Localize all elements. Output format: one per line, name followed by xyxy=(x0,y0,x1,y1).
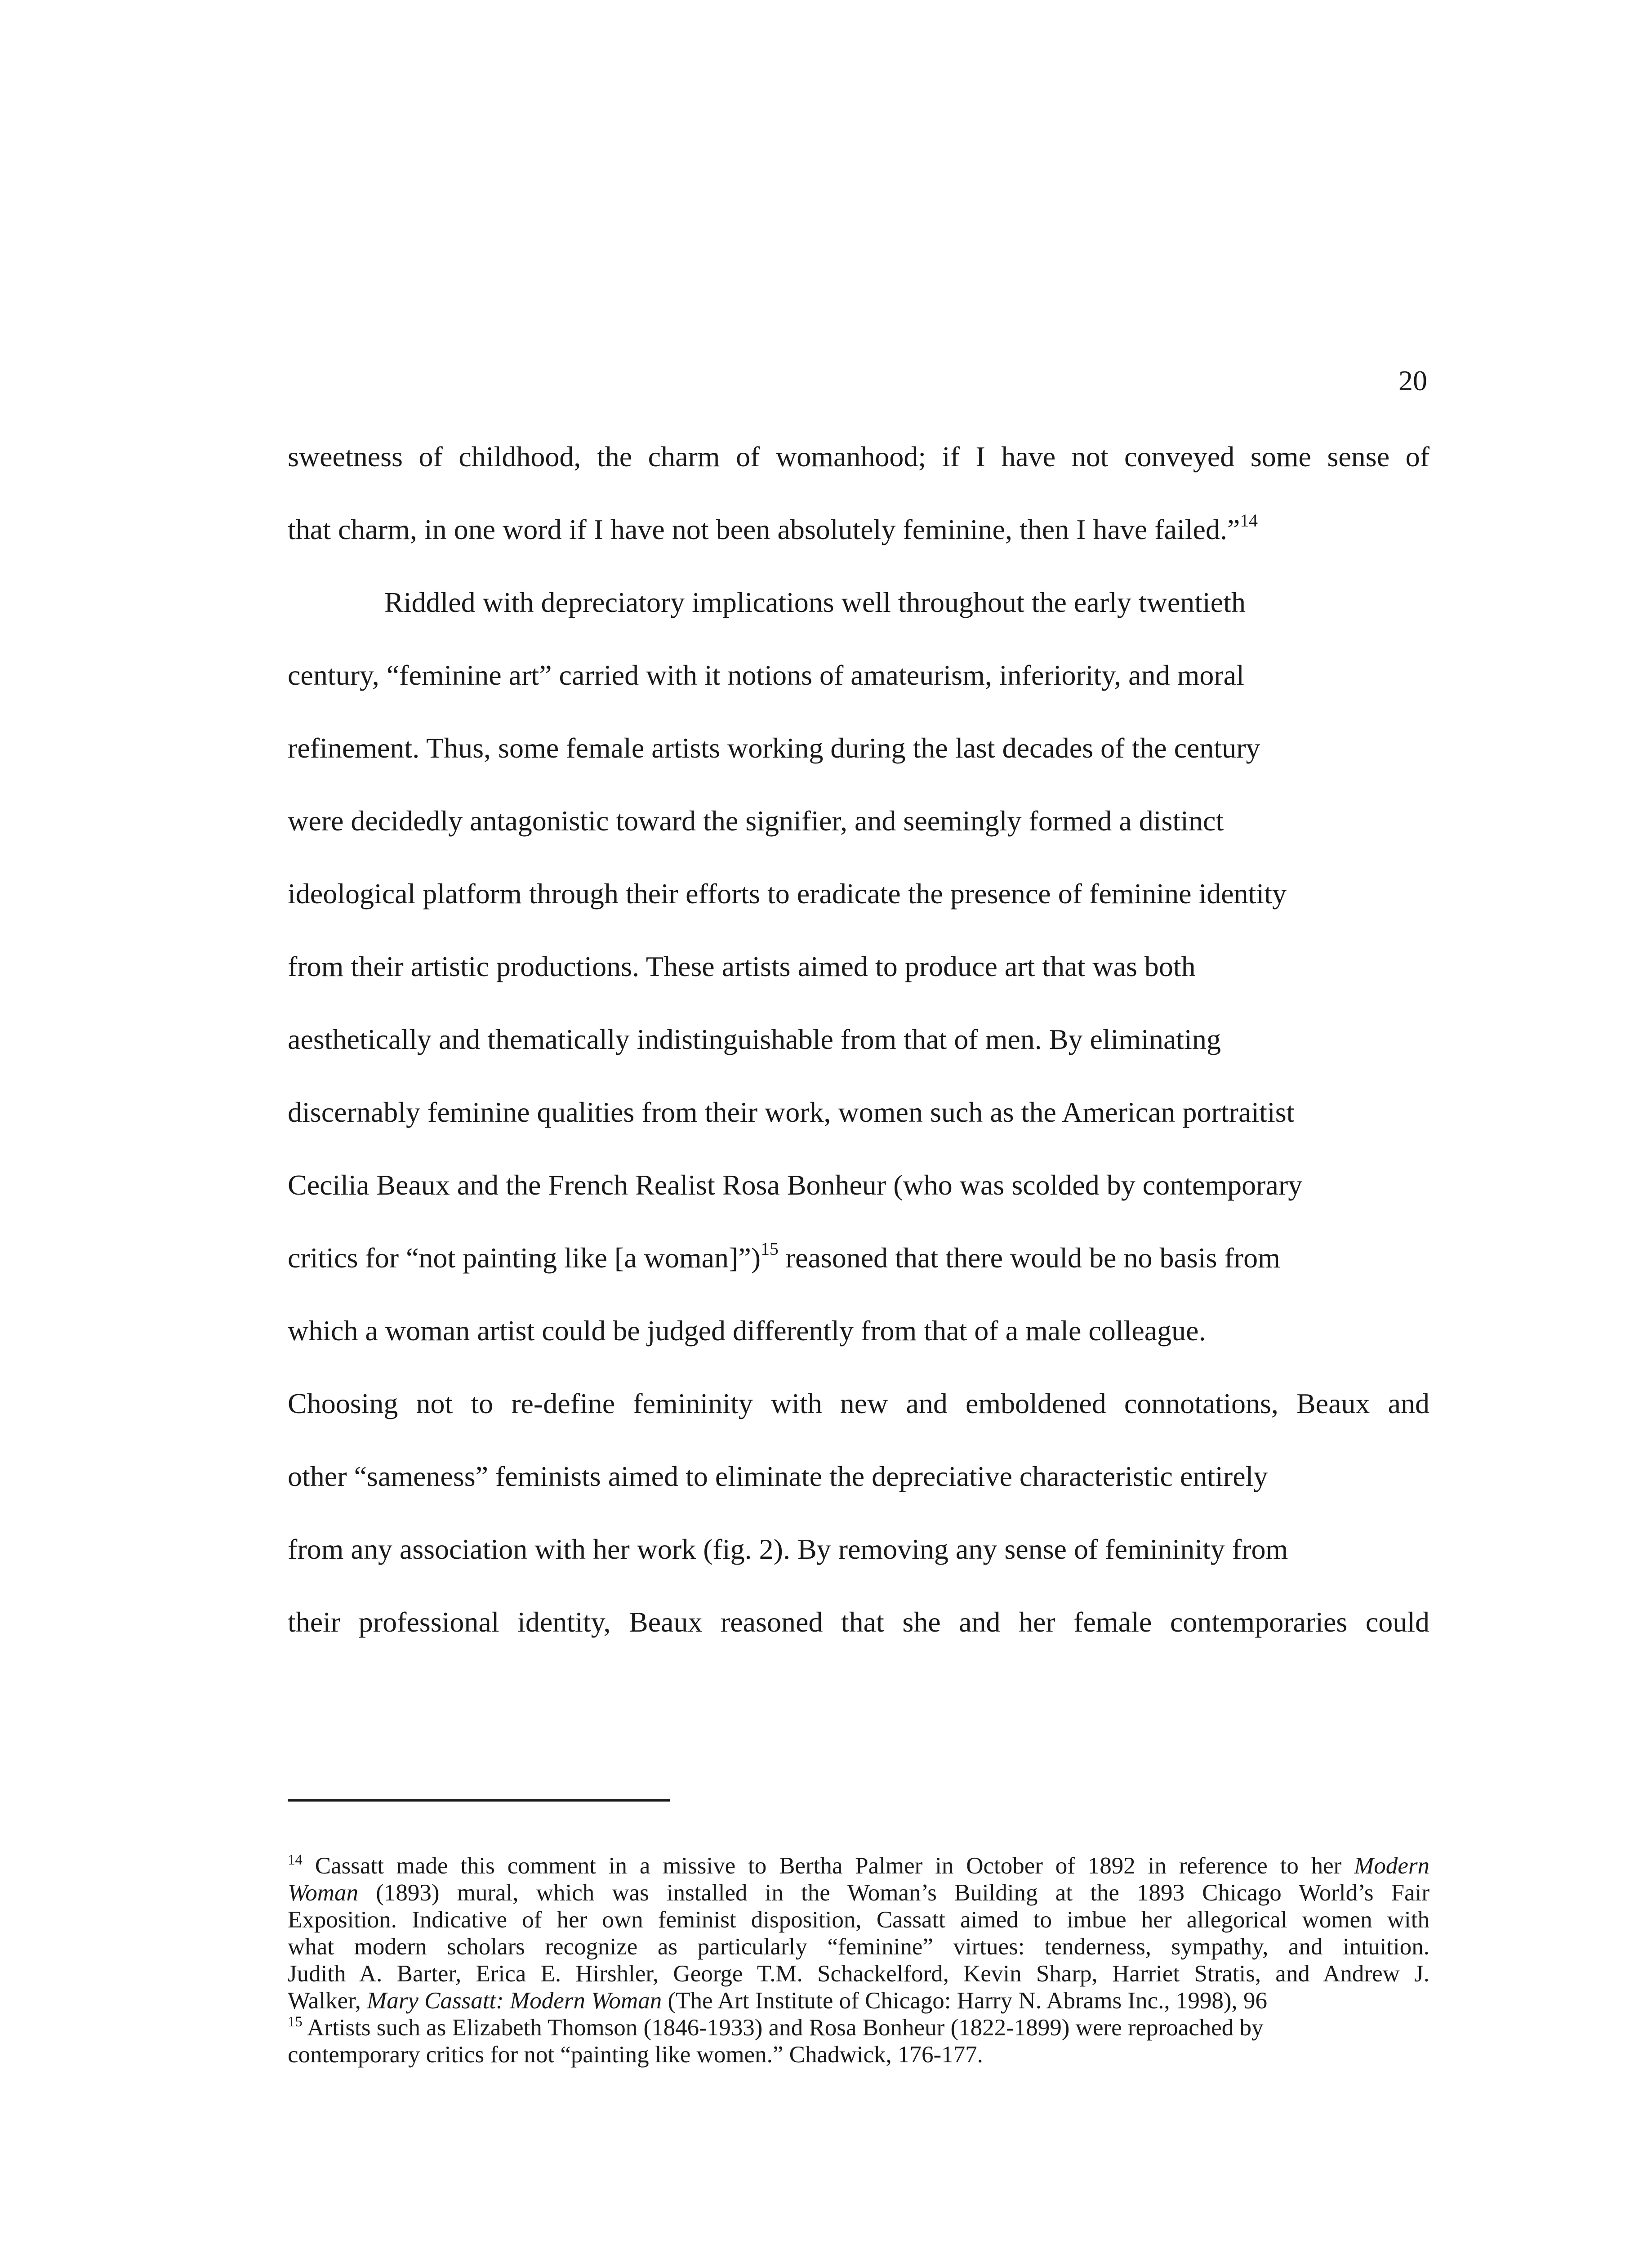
footnote-line: Judith A. Barter, Erica E. Hirshler, George T.M. Schackelford, Kevin Sharp, Harriet Stratis, and Andrew J. xyxy=(288,1961,1429,1987)
footnote-15: $^{15}$ Artists such as Elizabeth Thomson (1846-1933) and Rosa Bonheur (1822-1899) were reproached by xyxy=(288,2014,1264,2041)
body-line: Choosing not to re-define femininity with new and emboldened connotations, Beaux and xyxy=(288,1387,1429,1419)
footnote-ref: 15 xyxy=(761,1239,779,1259)
footnote-line: Exposition. Indicative of her own feminist disposition, Cassatt aimed to imbue her allegorical women with xyxy=(288,1907,1429,1933)
footnote-14: $^{14}$ Cassatt made this comment in a missive to Bertha Palmer in October of 1892 in reference to her Modern xyxy=(288,1852,1429,1879)
body-line: Cecilia Beaux and the French Realist Rosa Bonheur (who was scolded by contemporary xyxy=(288,1169,1303,1201)
footnote-line: Walker, Mary Cassatt: Modern Woman (The Art Institute of Chicago: Harry N. Abrams Inc., 1998), 96 xyxy=(288,1988,1267,2014)
footnote-number: 14 xyxy=(288,1852,303,1869)
body-line: sweetness of childhood, the charm of womanhood; if I have not conveyed some sense of xyxy=(288,441,1429,473)
body-line: that charm, in one word if I have not been absolutely feminine, then I have failed.”$^{14}$ xyxy=(288,511,1258,545)
body-line: refinement. Thus, some female artists working during the last decades of the century xyxy=(288,732,1260,764)
body-line: century, “feminine art” carried with it notions of amateurism, inferiority, and moral xyxy=(288,659,1244,691)
body-line: which a woman artist could be judged differently from that of a male colleague. xyxy=(288,1315,1206,1347)
body-line: from their artistic productions. These artists aimed to produce art that was both xyxy=(288,950,1196,982)
body-line: other “sameness” feminists aimed to eliminate the depreciative characteristic entirely xyxy=(288,1460,1268,1492)
footnote-separator xyxy=(288,1799,670,1802)
footnotes xyxy=(288,1852,1429,2068)
footnote-ref: 14 xyxy=(1240,511,1258,531)
body-line: critics for “not painting like [a woman]”)$^{15}$ reasoned that there would be no basis from xyxy=(288,1239,1280,1274)
body-line: discernably feminine qualities from their work, women such as the American portraitist xyxy=(288,1096,1295,1128)
footnote-line: Woman (1893) mural, which was installed in the Woman’s Building at the 1893 Chicago World’s Fair xyxy=(288,1880,1429,1906)
body-line: ideological platform through their efforts to eradicate the presence of feminine identity xyxy=(288,878,1287,910)
footnote-line: contemporary critics for not “painting like women.” Chadwick, 176-177. xyxy=(288,2042,983,2068)
footnote-number: 15 xyxy=(288,2014,303,2030)
footnote-line: what modern scholars recognize as particularly “feminine” virtues: tenderness, sympathy, and intuition. xyxy=(288,1934,1429,1960)
body-line: from any association with her work (fig. 2). By removing any sense of femininity from xyxy=(288,1533,1288,1565)
page-number: 20 xyxy=(1398,365,1427,397)
body-line: were decidedly antagonistic toward the signifier, and seemingly formed a distinct xyxy=(288,805,1224,837)
body-line: Riddled with depreciatory implications well throughout the early twentieth xyxy=(384,586,1246,618)
body-line: aesthetically and thematically indistinguishable from that of men. By eliminating xyxy=(288,1023,1221,1055)
body-text xyxy=(288,441,1429,1679)
body-line: their professional identity, Beaux reasoned that she and her female contemporaries could xyxy=(288,1606,1429,1638)
